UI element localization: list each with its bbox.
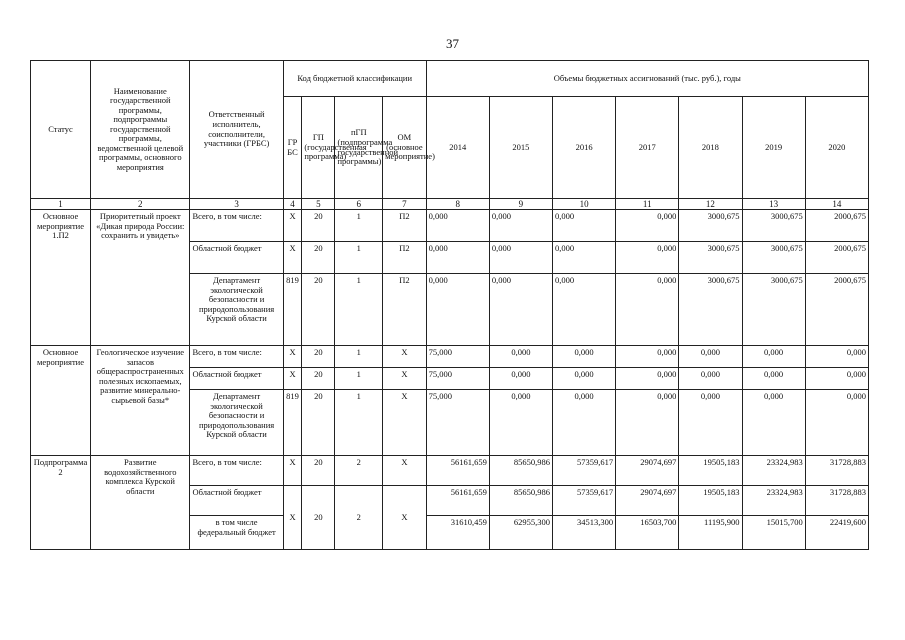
header-year: 2017 [616,97,679,199]
status-cell: Основное мероприятие 1.П2 [31,210,91,346]
responsible-cell: в том числе федеральный бюджет [190,516,283,550]
value-cell: 2000,675 [805,242,868,274]
value-cell: 31728,883 [805,456,868,486]
col-number: 13 [742,199,805,210]
om-cell: П2 [383,274,427,346]
value-cell: 0,000 [616,346,679,368]
value-cell: 0,000 [805,346,868,368]
value-cell: 0,000 [679,346,742,368]
responsible-cell: Департамент экологической безопасности и природопользования Курской области [190,274,283,346]
value-cell: 0,000 [616,242,679,274]
column-numbers-row [31,199,869,210]
header-year: 2016 [553,97,616,199]
value-cell: 0,000 [805,390,868,456]
col-number: 11 [616,199,679,210]
pgp-cell: 2 [335,486,383,550]
value-cell: 0,000 [553,242,616,274]
om-cell: П2 [383,242,427,274]
value-cell: 0,000 [426,274,489,346]
responsible-cell: Всего, в том числе: [190,346,283,368]
value-cell: 0,000 [489,274,552,346]
pgp-cell: 2 [335,456,383,486]
value-cell: 0,000 [489,210,552,242]
grbs-cell: Х [283,242,302,274]
col-number: 14 [805,199,868,210]
responsible-cell: Областной бюджет [190,368,283,390]
header-bk-code: Код бюджетной классификации [283,61,426,97]
pgp-cell: 1 [335,346,383,368]
responsible-cell: Всего, в том числе: [190,210,283,242]
value-cell: 56161,659 [426,456,489,486]
header-grbs: ГР БС [283,97,302,199]
header-volumes: Объемы бюджетных ассигнований (тыс. руб.), годы [426,61,868,97]
value-cell: 0,000 [489,346,552,368]
pgp-cell: 1 [335,210,383,242]
value-cell: 15015,700 [742,516,805,550]
value-cell: 2000,675 [805,210,868,242]
value-cell: 31728,883 [805,486,868,516]
header-year: 2019 [742,97,805,199]
value-cell: 0,000 [616,210,679,242]
value-cell: 22419,600 [805,516,868,550]
value-cell: 0,000 [553,346,616,368]
value-cell: 56161,659 [426,486,489,516]
value-cell: 19505,183 [679,456,742,486]
gp-cell: 20 [302,486,335,550]
header-year: 2014 [426,97,489,199]
name-cell: Развитие водохозяйственного комплекса Курской области [91,456,190,550]
value-cell: 0,000 [553,210,616,242]
name-cell: Геологическое изучение запасов общераспространенных полезных ископаемых, развитие минерально-сырьевой базы* [91,346,190,456]
value-cell: 3000,675 [679,274,742,346]
grbs-cell: Х [283,486,302,550]
om-cell: Х [383,346,427,368]
value-cell: 62955,300 [489,516,552,550]
col-number: 4 [283,199,302,210]
value-cell: 0,000 [679,368,742,390]
responsible-cell: Департамент экологической безопасности и природопользования Курской области [190,390,283,456]
col-number: 5 [302,199,335,210]
value-cell: 0,000 [553,390,616,456]
value-cell: 3000,675 [742,210,805,242]
page-number: 37 [446,36,459,51]
col-number: 8 [426,199,489,210]
grbs-cell: Х [283,346,302,368]
value-cell: 0,000 [426,210,489,242]
col-number: 10 [553,199,616,210]
gp-cell: 20 [302,346,335,368]
table-row [31,346,869,368]
grbs-cell: Х [283,210,302,242]
value-cell: 0,000 [553,368,616,390]
value-cell: 0,000 [553,274,616,346]
col-number: 1 [31,199,91,210]
grbs-cell: 819 [283,274,302,346]
value-cell: 0,000 [616,274,679,346]
value-cell: 57359,617 [553,456,616,486]
col-number: 2 [91,199,190,210]
grbs-cell: 819 [283,390,302,456]
value-cell: 0,000 [426,242,489,274]
value-cell: 3000,675 [679,210,742,242]
value-cell: 0,000 [489,390,552,456]
header-year: 2020 [805,97,868,199]
om-cell: П2 [383,210,427,242]
gp-cell: 20 [302,274,335,346]
value-cell: 0,000 [805,368,868,390]
value-cell: 0,000 [489,242,552,274]
value-cell: 0,000 [616,368,679,390]
table-row [31,210,869,242]
grbs-cell: Х [283,456,302,486]
value-cell: 0,000 [742,390,805,456]
pgp-cell: 1 [335,242,383,274]
value-cell: 75,000 [426,390,489,456]
gp-cell: 20 [302,368,335,390]
value-cell: 85650,986 [489,456,552,486]
pgp-cell: 1 [335,274,383,346]
om-cell: Х [383,390,427,456]
value-cell: 0,000 [742,368,805,390]
value-cell: 3000,675 [742,274,805,346]
om-cell: Х [383,368,427,390]
responsible-cell: Областной бюджет [190,486,283,516]
col-number: 12 [679,199,742,210]
value-cell: 11195,900 [679,516,742,550]
value-cell: 23324,983 [742,456,805,486]
header-om: ОМ (основное мероприятие) [383,97,427,199]
col-number: 6 [335,199,383,210]
col-number: 9 [489,199,552,210]
value-cell: 23324,983 [742,486,805,516]
value-cell: 2000,675 [805,274,868,346]
header-responsible: Ответственный исполнитель, соисполнители, участники (ГРБС) [190,61,283,199]
gp-cell: 20 [302,242,335,274]
om-cell: Х [383,486,427,550]
value-cell: 29074,697 [616,456,679,486]
om-cell: Х [383,456,427,486]
value-cell: 0,000 [616,390,679,456]
value-cell: 29074,697 [616,486,679,516]
gp-cell: 20 [302,210,335,242]
value-cell: 0,000 [679,390,742,456]
table-row [31,456,869,486]
value-cell: 85650,986 [489,486,552,516]
header-program-name: Наименование государственной программы, подпрограммы государственной программы, ведомственной целевой программы, основного мероприятия [91,61,190,199]
value-cell: 19505,183 [679,486,742,516]
gp-cell: 20 [302,456,335,486]
name-cell: Приоритетный проект «Дикая природа России: сохранить и увидеть» [91,210,190,346]
budget-table [30,60,869,550]
pgp-cell: 1 [335,390,383,456]
value-cell: 3000,675 [679,242,742,274]
value-cell: 34513,300 [553,516,616,550]
pgp-cell: 1 [335,368,383,390]
header-year: 2018 [679,97,742,199]
value-cell: 57359,617 [553,486,616,516]
header-pgp: пГП (подпрограмма государственной программы) [335,97,383,199]
col-number: 3 [190,199,283,210]
value-cell: 75,000 [426,346,489,368]
responsible-cell: Областной бюджет [190,242,283,274]
value-cell: 3000,675 [742,242,805,274]
responsible-cell: Всего, в том числе: [190,456,283,486]
value-cell: 0,000 [742,346,805,368]
grbs-cell: Х [283,368,302,390]
col-number: 7 [383,199,427,210]
value-cell: 16503,700 [616,516,679,550]
value-cell: 31610,459 [426,516,489,550]
header-gp: ГП (государственная программа) [302,97,335,199]
status-cell: Подпрограмма 2 [31,456,91,550]
header-year: 2015 [489,97,552,199]
status-cell: Основное мероприятие [31,346,91,456]
gp-cell: 20 [302,390,335,456]
value-cell: 75,000 [426,368,489,390]
header-status: Статус [31,61,91,199]
value-cell: 0,000 [489,368,552,390]
